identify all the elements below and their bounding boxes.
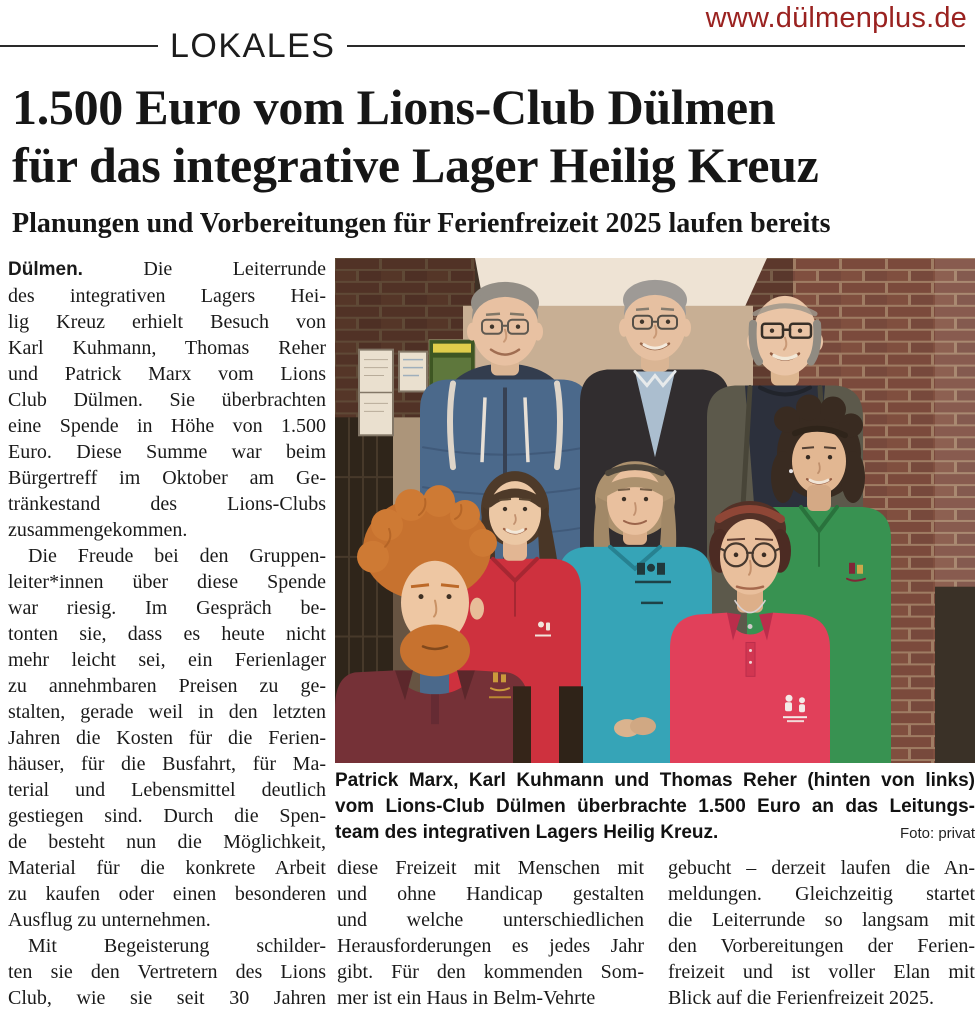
text-line: Karl Kuhmann, Thomas Reher bbox=[8, 337, 326, 359]
text-line: stalten, gerade weil in den letzten bbox=[8, 701, 326, 723]
text-line: zu annehmbaren Preisen zu ge- bbox=[8, 675, 326, 697]
text-line: diese Freizeit mit Menschen mit bbox=[337, 857, 644, 879]
caption-line-3: team des integrativen Lagers Heilig Kreuz. bbox=[335, 822, 719, 843]
text-line: mer ist ein Haus in Belm-Vehrte bbox=[337, 987, 596, 1009]
text-line: gibt. Für den kommenden Som- bbox=[337, 961, 644, 983]
dateline: Dülmen. bbox=[8, 259, 83, 280]
paragraph-2 bbox=[8, 543, 326, 933]
text-line: den Vorbereitungen der Ferien- bbox=[668, 935, 975, 957]
headline-line-1: 1.500 Euro vom Lions-Club Dülmen bbox=[12, 79, 776, 135]
text-line: die Leiterrunde so langsam mit bbox=[668, 909, 975, 931]
text-line: lig Kreuz erhielt Besuch von bbox=[8, 311, 326, 333]
article-column-left bbox=[8, 256, 326, 1011]
text-line: Euro. Diese Summe war beim bbox=[8, 441, 326, 463]
text-line: mehr leicht sei, ein Ferienlager bbox=[8, 649, 326, 671]
text-line: Club Dülmen. Sie überbrachten bbox=[8, 389, 326, 411]
text-line: zu kaufen oder einen besonderen bbox=[8, 883, 326, 905]
text-line: meldungen. Gleichzeitig startet bbox=[668, 883, 975, 905]
photo-illustration bbox=[335, 258, 975, 763]
photo-caption bbox=[335, 768, 975, 847]
section-header bbox=[0, 24, 965, 68]
text-line: häuser, für die Busfahrt, für Ma- bbox=[8, 753, 326, 775]
article-subheadline: Planungen und Vorbereitungen für Ferienfreizeit 2025 laufen bereits bbox=[12, 208, 831, 239]
text-line: gestiegen sind. Durch die Spen- bbox=[8, 805, 326, 827]
lead-line-text: Die Leiterrunde bbox=[143, 258, 326, 280]
text-line: und Patrick Marx vom Lions bbox=[8, 363, 326, 385]
paragraph-1 bbox=[8, 283, 326, 543]
text-line: terial und Lebensmittel deutlich bbox=[8, 779, 326, 801]
text-line: Die Freude bei den Gruppen- bbox=[28, 545, 326, 567]
text-line: zusammengekommen. bbox=[8, 519, 188, 541]
text-line: ten sie den Vertretern des Lions bbox=[8, 961, 326, 983]
caption-line-2: vom Lions-Club Dülmen überbrachte 1.500 Euro an das Leitungs- bbox=[335, 796, 975, 817]
text-line: Bürgertreff im Oktober am Ge- bbox=[8, 467, 326, 489]
text-line: de besteht nun die Möglichkeit, bbox=[8, 831, 326, 853]
text-line: des integrativen Lagers Hei- bbox=[8, 285, 326, 307]
text-line: Mit Begeisterung schilder- bbox=[28, 935, 326, 957]
article-column-right bbox=[668, 855, 975, 1011]
text-line: Material für die konkrete Arbeit bbox=[8, 857, 326, 879]
text-line: gebucht – derzeit laufen die An- bbox=[668, 857, 975, 879]
text-line: Club, wie sie seit 30 Jahren bbox=[8, 987, 326, 1009]
paragraph-3 bbox=[8, 933, 326, 1011]
photo-credit: Foto: privat bbox=[899, 825, 975, 842]
website-url: www.dülmenplus.de bbox=[705, 2, 967, 34]
text-line: eine Spende in Höhe von 1.500 bbox=[8, 415, 326, 437]
section-title: LOKALES bbox=[170, 26, 336, 65]
text-line: Herausforderungen es jedes Jahr bbox=[337, 935, 644, 957]
article-photo bbox=[335, 258, 975, 763]
article-headline bbox=[12, 78, 962, 194]
text-line: Ausflug zu unternehmen. bbox=[8, 909, 211, 931]
text-line: tränkestand des Lions-Clubs bbox=[8, 493, 326, 515]
text-line: tonten sie, dass es heute nicht bbox=[8, 623, 326, 645]
text-line: leiter*innen über diese Spende bbox=[8, 571, 326, 593]
section-rule-left bbox=[0, 45, 158, 47]
paragraph-lead-line bbox=[8, 256, 326, 283]
headline-line-2: für das integrative Lager Heilig Kreuz bbox=[12, 137, 819, 193]
caption-line-1: Patrick Marx, Karl Kuhmann und Thomas Reher (hinten von links) bbox=[335, 770, 975, 791]
text-line: Blick auf die Ferienfreizeit 2025. bbox=[668, 987, 935, 1009]
article-column-middle bbox=[337, 855, 644, 1011]
text-line: Jahren die Kosten für die Ferien- bbox=[8, 727, 326, 749]
text-line: freizeit und ist voller Elan mit bbox=[668, 961, 975, 983]
text-line: und ohne Handicap gestalten bbox=[337, 883, 644, 905]
section-rule-right bbox=[347, 45, 965, 47]
text-line: war riesig. Im Gespräch be- bbox=[8, 597, 326, 619]
text-line: und welche unterschiedlichen bbox=[337, 909, 644, 931]
article-bottom-columns bbox=[337, 855, 975, 1011]
